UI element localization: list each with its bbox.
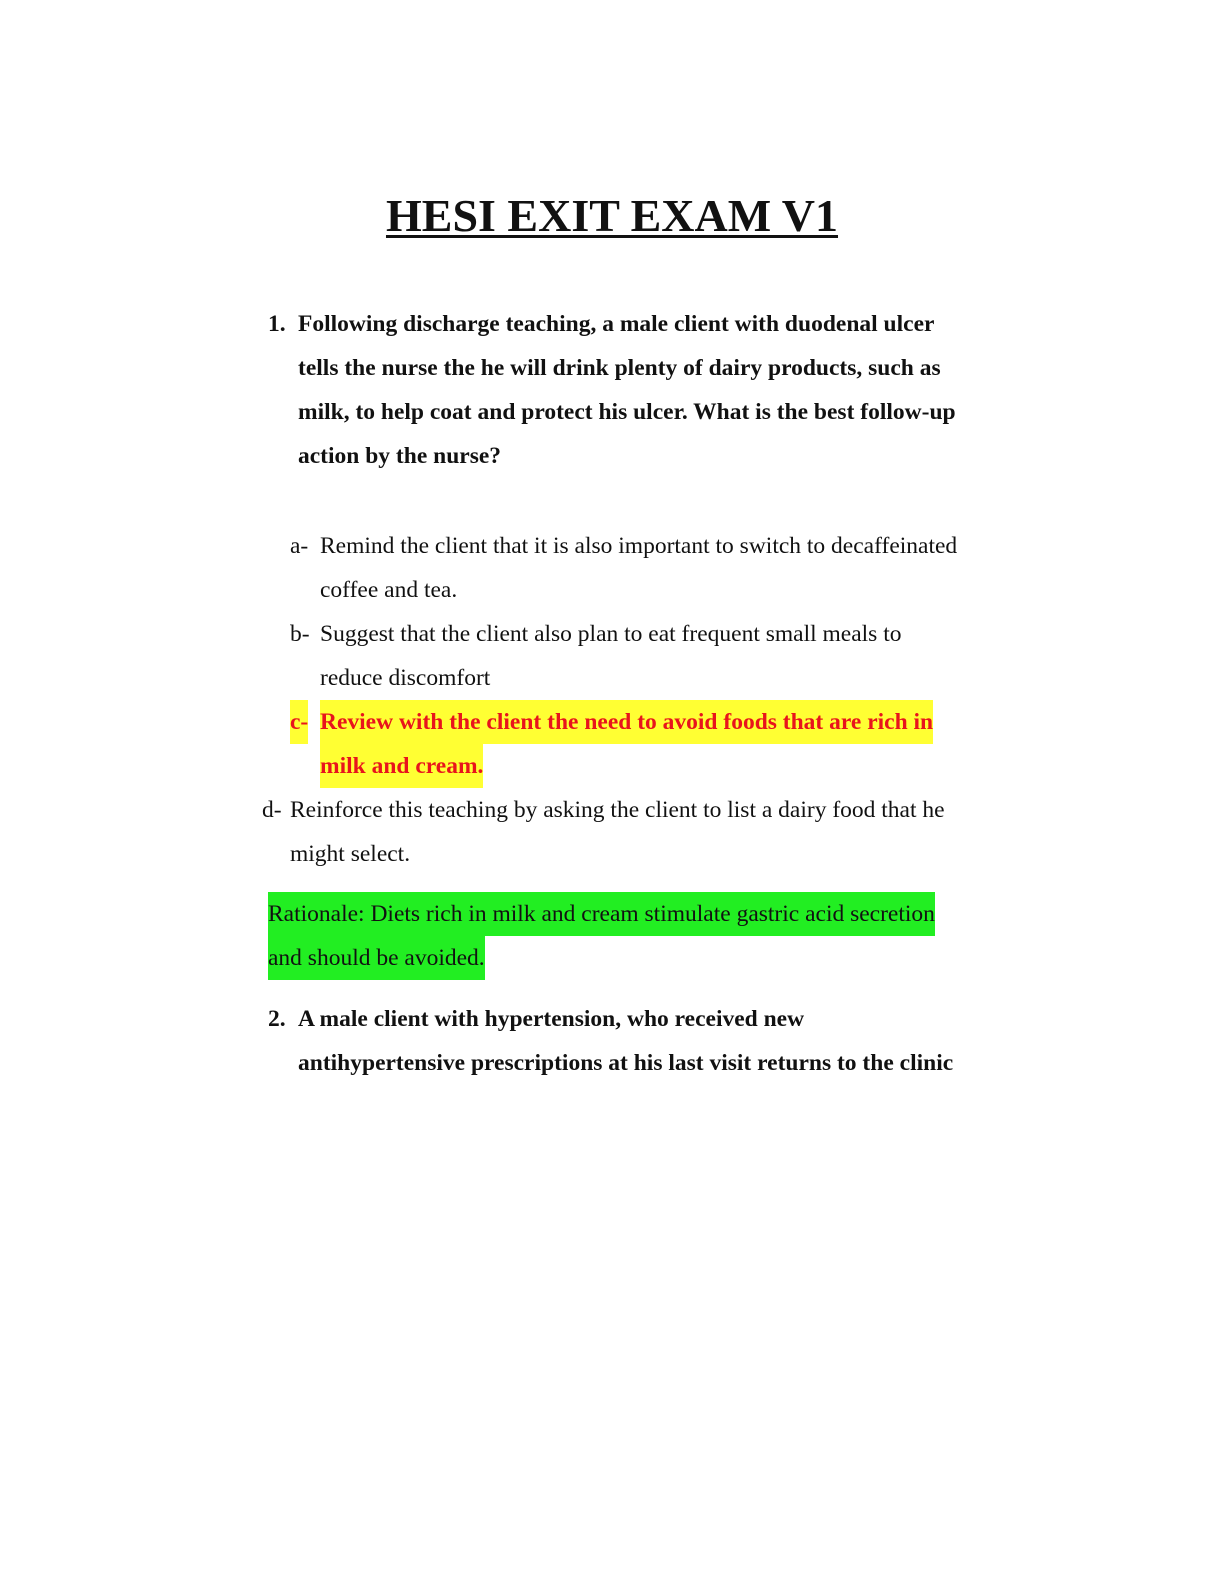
question-2	[268, 997, 1068, 1085]
answer-option-b	[290, 612, 1050, 700]
question-text-line: antihypertensive prescriptions at his last visit returns to the clinic	[298, 1050, 954, 1076]
option-text-line: coffee and tea.	[320, 577, 458, 603]
question-number: 1.	[268, 311, 286, 337]
option-text-line: Suggest that the client also plan to eat frequent small meals to	[320, 621, 902, 647]
answer-option-a	[290, 524, 1050, 612]
option-letter: a-	[290, 533, 309, 559]
question-text-line: tells the nurse the he will drink plenty of dairy products, such as	[298, 355, 941, 381]
answer-option-c-correct	[290, 700, 1050, 788]
option-letter: c-	[290, 700, 308, 744]
option-letter: b-	[290, 621, 310, 647]
option-text-line: Remind the client that it is also important to switch to decaffeinated	[320, 533, 958, 559]
option-text-line: Reinforce this teaching by asking the client to list a dairy food that he	[290, 797, 945, 823]
answer-option-d	[262, 788, 1042, 876]
rationale-line: Rationale: Diets rich in milk and cream stimulate gastric acid secretion	[268, 892, 935, 936]
rationale-line: and should be avoided.	[268, 936, 485, 980]
document-title: HESI EXIT EXAM V1	[385, 190, 839, 241]
option-text-line: milk and cream.	[320, 744, 483, 788]
option-text-line: might select.	[290, 841, 411, 867]
question-text-line: action by the nurse?	[298, 443, 502, 469]
question-text-line: A male client with hypertension, who received new	[298, 1006, 805, 1032]
question-text-line: Following discharge teaching, a male client with duodenal ulcer	[298, 311, 935, 337]
option-letter: d-	[262, 797, 282, 823]
rationale	[268, 892, 1028, 980]
question-1	[268, 302, 1068, 482]
option-text-line: reduce discomfort	[320, 665, 491, 691]
question-number: 2.	[268, 1006, 286, 1032]
option-text-line: Review with the client the need to avoid foods that are rich in	[320, 700, 933, 744]
question-text-line: milk, to help coat and protect his ulcer. What is the best follow-up	[298, 399, 956, 425]
